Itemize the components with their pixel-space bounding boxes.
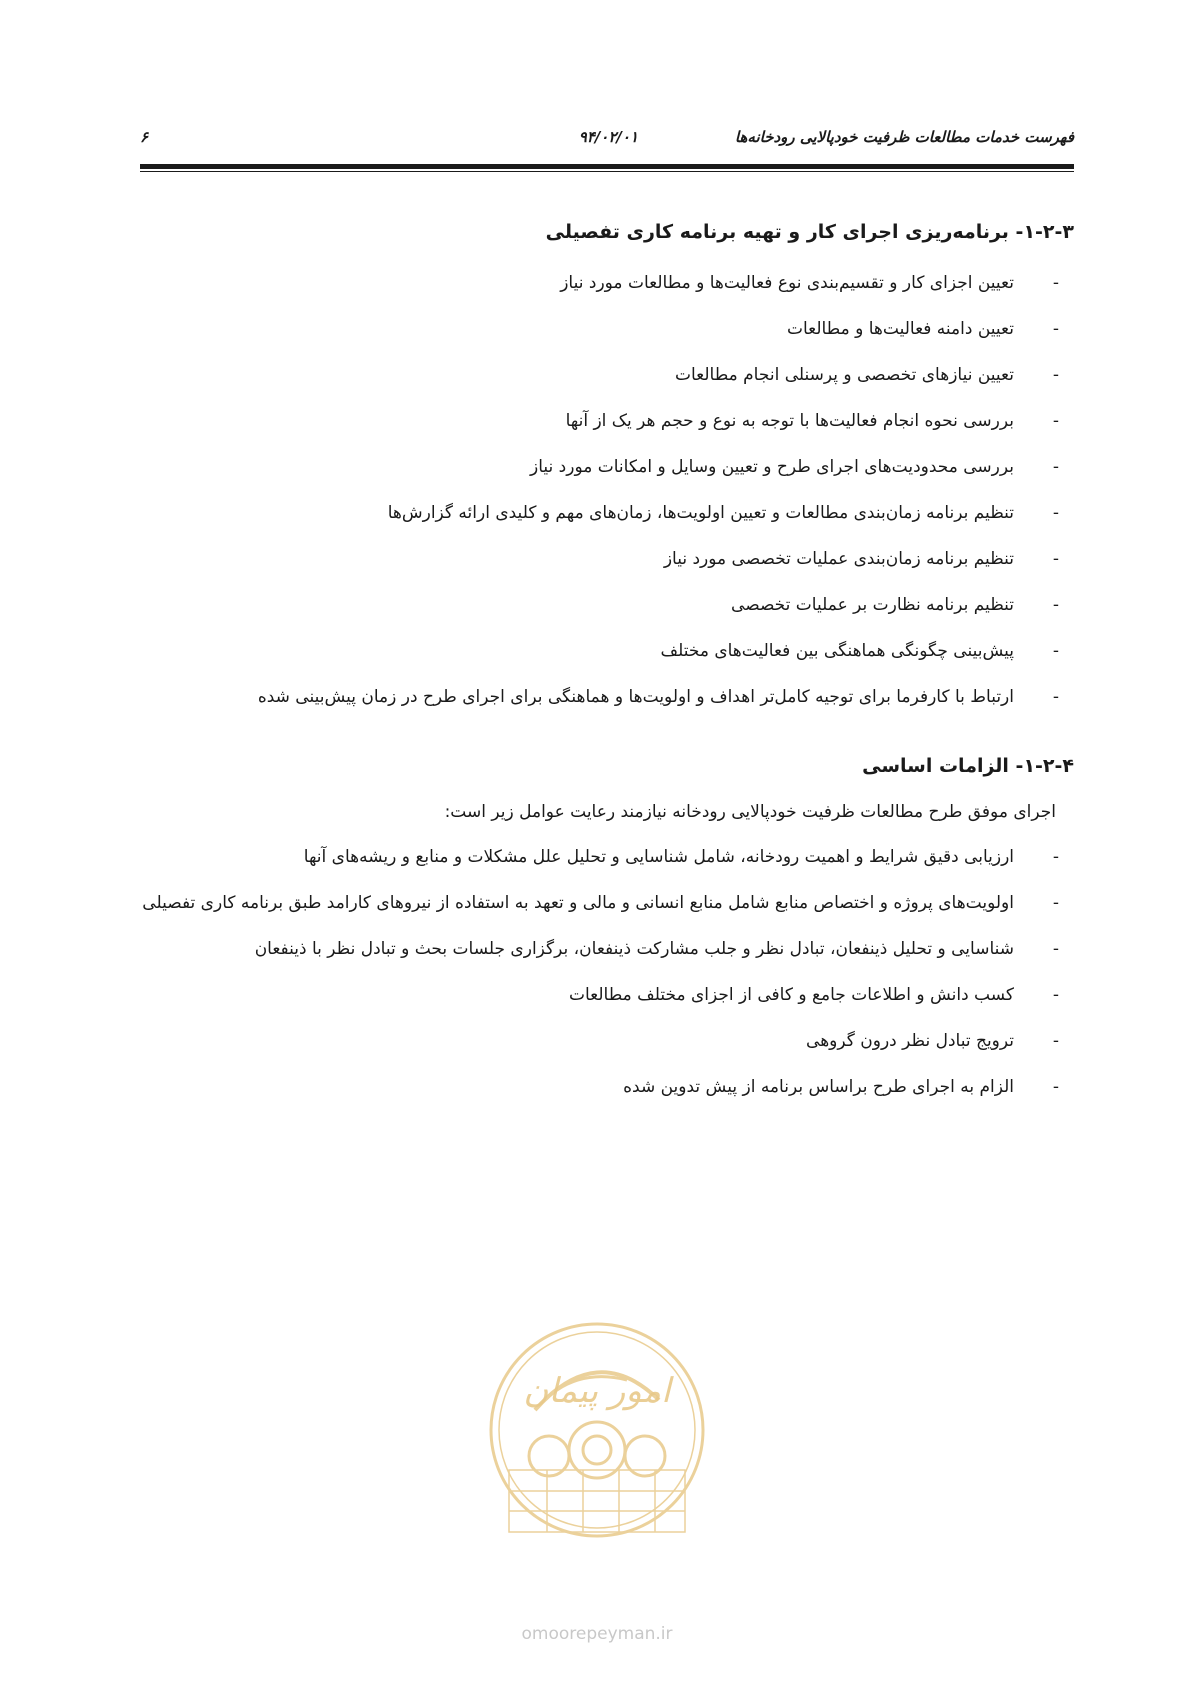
list-bullet: - bbox=[1052, 457, 1059, 477]
header-date: ۹۴/۰۲/۰۱ bbox=[578, 128, 638, 146]
list-item bbox=[140, 972, 1074, 1018]
list-bullet: - bbox=[1052, 641, 1059, 661]
section2-list bbox=[140, 834, 1074, 1110]
list-item bbox=[140, 306, 1074, 352]
list-item bbox=[140, 260, 1074, 306]
list-item bbox=[140, 444, 1074, 490]
list-item bbox=[140, 834, 1074, 880]
list-item bbox=[140, 582, 1074, 628]
list-item bbox=[140, 536, 1074, 582]
list-item-text: پیش‌بینی چگونگی هماهنگی بین فعالیت‌های مختلف bbox=[660, 641, 1014, 661]
page-number: ۶ bbox=[140, 128, 149, 146]
list-bullet: - bbox=[1052, 985, 1059, 1005]
section-heading-1-2-3: ۱-۲-۳- برنامه‌ریزی اجرای کار و تهیه برنامه کاری تفصیلی bbox=[545, 221, 1074, 243]
list-item bbox=[140, 628, 1074, 674]
list-bullet: - bbox=[1052, 1031, 1059, 1051]
list-item-text: ارزیابی دقیق شرایط و اهمیت رودخانه، شامل شناسایی و تحلیل علل مشکلات و منابع و ریشه‌های آنها bbox=[303, 847, 1014, 867]
list-item bbox=[140, 1018, 1074, 1064]
list-item bbox=[140, 352, 1074, 398]
list-bullet: - bbox=[1052, 411, 1059, 431]
list-item bbox=[140, 490, 1074, 536]
list-item bbox=[140, 398, 1074, 444]
section-spacer bbox=[140, 720, 1074, 752]
list-item-text: الزام به اجرای طرح براساس برنامه از پیش تدوین شده bbox=[623, 1077, 1014, 1097]
list-item bbox=[140, 926, 1074, 972]
list-bullet: - bbox=[1052, 939, 1059, 959]
list-item-text: تعیین نیازهای تخصصی و پرسنلی انجام مطالعات bbox=[674, 365, 1014, 385]
header-title: فهرست خدمات مطالعات ظرفیت خودپالایی رودخانه‌ها bbox=[734, 128, 1074, 146]
section1-list bbox=[140, 260, 1074, 720]
list-bullet: - bbox=[1052, 1077, 1059, 1097]
list-item-text: تعیین دامنه فعالیت‌ها و مطالعات bbox=[786, 319, 1014, 339]
list-item-text: اولویت‌های پروژه و اختصاص منابع شامل منابع انسانی و مالی و تعهد به استفاده از نیروهای کارامد طبق برنامه کاری تفصیلی bbox=[142, 893, 1014, 913]
page-header bbox=[140, 128, 1074, 156]
header-rule-thin bbox=[140, 171, 1074, 172]
list-item bbox=[140, 1064, 1074, 1110]
list-bullet: - bbox=[1052, 847, 1059, 867]
list-item-text: تنظیم برنامه زمان‌بندی مطالعات و تعیین اولویت‌ها، زمان‌های مهم و کلیدی ارائه گزارش‌ها bbox=[387, 503, 1014, 523]
list-item-text: ارتباط با کارفرما برای توجیه کامل‌تر اهداف و اولویت‌ها و هماهنگی برای اجرای طرح در زمان پیش‌بینی شده bbox=[257, 687, 1014, 707]
section2-intro: اجرای موفق طرح مطالعات ظرفیت خودپالایی رودخانه نیازمند رعایت عوامل زیر است: bbox=[444, 802, 1056, 822]
list-bullet: - bbox=[1052, 687, 1059, 707]
list-bullet: - bbox=[1052, 893, 1059, 913]
list-item-text: تنظیم برنامه نظارت بر عملیات تخصصی bbox=[731, 595, 1014, 615]
list-item-text: بررسی محدودیت‌های اجرای طرح و تعیین وسایل و امکانات مورد نیاز bbox=[530, 457, 1014, 477]
header-rule-thick bbox=[140, 164, 1074, 169]
list-bullet: - bbox=[1052, 549, 1059, 569]
list-bullet: - bbox=[1052, 319, 1059, 339]
seal-lettering: امور پیمان bbox=[523, 1371, 671, 1411]
list-item-text: تنظیم برنامه زمان‌بندی عملیات تخصصی مورد نیاز bbox=[663, 549, 1014, 569]
list-bullet: - bbox=[1052, 595, 1059, 615]
list-bullet: - bbox=[1052, 503, 1059, 523]
list-item-text: ترویج تبادل نظر درون گروهی bbox=[806, 1031, 1014, 1051]
list-bullet: - bbox=[1052, 273, 1059, 293]
page-content bbox=[140, 218, 1074, 1110]
list-item-text: تعیین اجزای کار و تقسیم‌بندی نوع فعالیت‌ها و مطالعات مورد نیاز bbox=[560, 273, 1014, 293]
section-heading-1-2-4: ۱-۲-۴- الزامات اساسی bbox=[862, 755, 1074, 777]
list-item-text: کسب دانش و اطلاعات جامع و کافی از اجزای مختلف مطالعات bbox=[568, 985, 1014, 1005]
list-item-text: بررسی نحوه انجام فعالیت‌ها با توجه به نوع و حجم هر یک از آنها bbox=[565, 411, 1014, 431]
seal-logo-icon bbox=[487, 1320, 707, 1620]
list-item bbox=[140, 880, 1074, 926]
list-bullet: - bbox=[1052, 365, 1059, 385]
list-item-text: شناسایی و تحلیل ذینفعان، تبادل نظر و جلب مشارکت ذینفعان، برگزاری جلسات بحث و تبادل نظر با ذینفعان bbox=[254, 939, 1014, 959]
list-item bbox=[140, 674, 1074, 720]
website-watermark: omoorepeyman.ir bbox=[521, 1624, 673, 1644]
